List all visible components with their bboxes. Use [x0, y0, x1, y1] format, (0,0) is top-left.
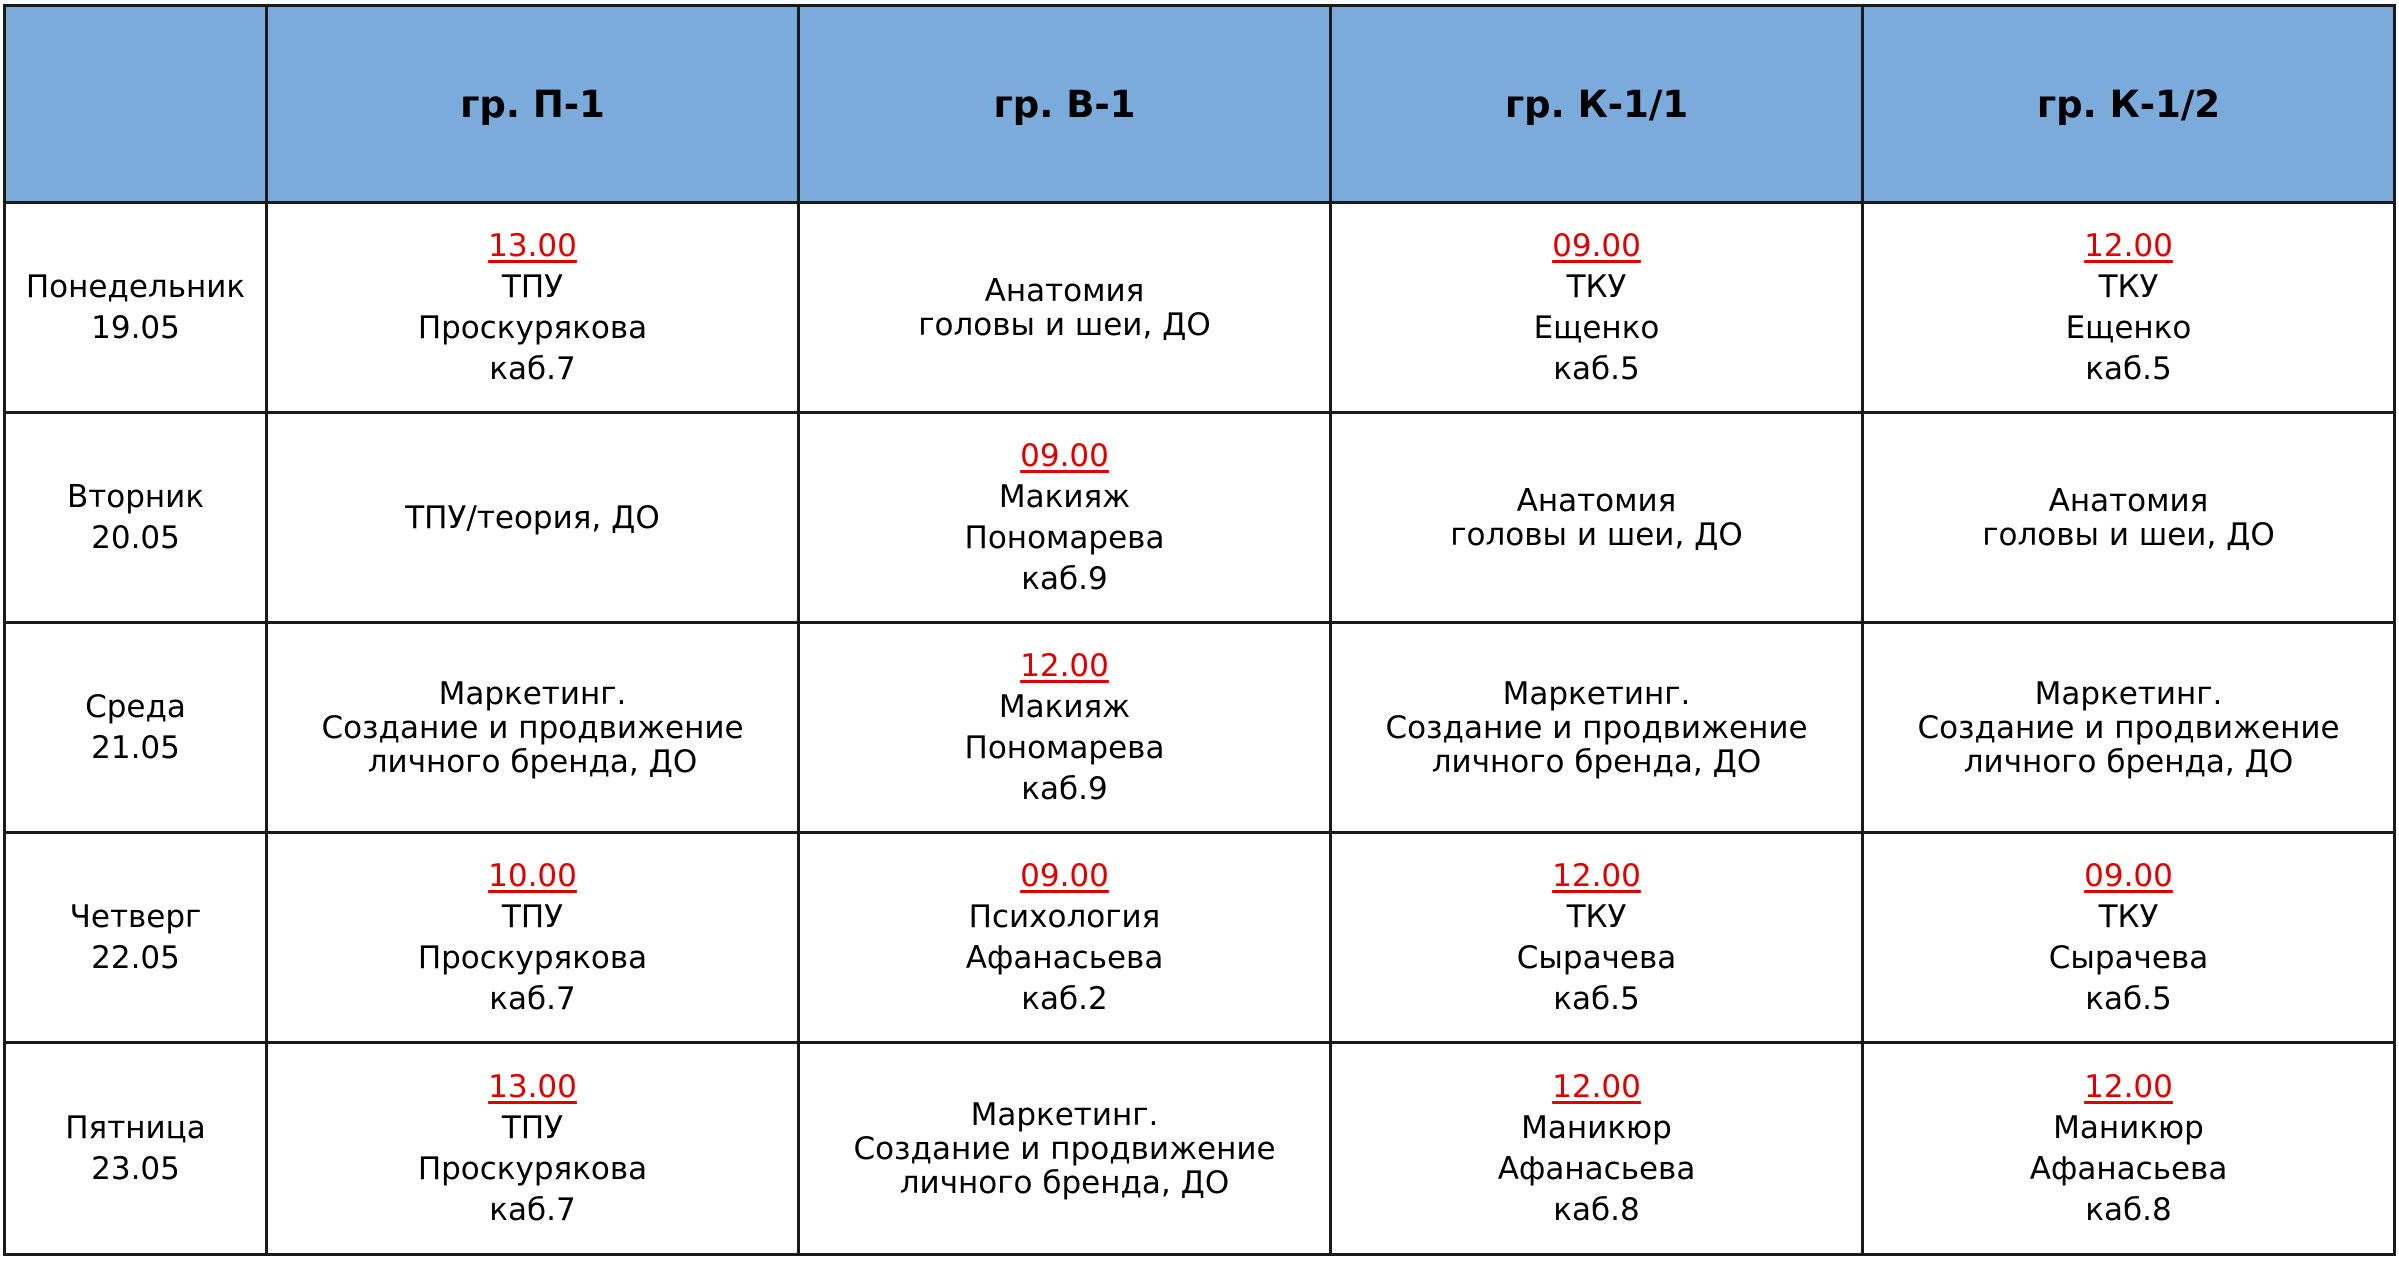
lesson-line: Ещенко — [1533, 309, 1660, 346]
table-row — [5, 413, 2395, 623]
lesson-cell — [1331, 623, 1863, 833]
lesson-cell — [799, 623, 1331, 833]
lesson-line: Сырачева — [2048, 939, 2209, 976]
lesson-line: ТПУ/теория, ДО — [405, 499, 660, 536]
lesson-line: Маникюр — [1521, 1109, 1672, 1146]
lesson-cell — [799, 203, 1331, 413]
lesson-line: Проскурякова — [417, 939, 648, 976]
lesson-line: ТКУ — [1566, 898, 1627, 935]
lesson-time: 09.00 — [1020, 857, 1109, 894]
group-header-v1: гр. В-1 — [799, 6, 1331, 203]
lesson-line: каб.5 — [2085, 980, 2172, 1017]
lesson-line: Создание и продвижение — [1385, 709, 1808, 746]
lesson-cell — [1331, 833, 1863, 1043]
lesson-line: Психология — [968, 898, 1161, 935]
lesson-line: Создание и продвижение — [853, 1130, 1276, 1167]
table-row — [5, 623, 2395, 833]
day-cell — [5, 833, 267, 1043]
lesson-line: Афанасьева — [965, 939, 1164, 976]
lesson-line: каб.9 — [1021, 560, 1108, 597]
lesson-line: ТКУ — [2098, 898, 2159, 935]
day-name: Понедельник — [25, 268, 246, 305]
lesson-time: 13.00 — [488, 227, 577, 264]
group-header-k1-1: гр. К-1/1 — [1331, 6, 1863, 203]
table-row — [5, 1043, 2395, 1255]
lesson-time: 12.00 — [2084, 1068, 2173, 1105]
lesson-line: личного бренда, ДО — [1963, 743, 2294, 780]
lesson-cell — [799, 413, 1331, 623]
day-name: Пятница — [65, 1109, 206, 1146]
lesson-line: ТКУ — [1566, 268, 1627, 305]
lesson-cell — [1863, 413, 2395, 623]
lesson-line: Проскурякова — [417, 1150, 648, 1187]
lesson-cell — [1331, 203, 1863, 413]
table-row — [5, 833, 2395, 1043]
lesson-time: 12.00 — [1552, 857, 1641, 894]
lesson-line: Ещенко — [2065, 309, 2192, 346]
lesson-line: Создание и продвижение — [321, 709, 744, 746]
lesson-line: каб.5 — [1553, 350, 1640, 387]
lesson-line: Пономарева — [964, 519, 1165, 556]
lesson-line: Макияж — [998, 478, 1131, 515]
lesson-line: личного бренда, ДО — [1431, 743, 1762, 780]
lesson-time: 10.00 — [488, 857, 577, 894]
lesson-line: Анатомия — [984, 272, 1145, 309]
lesson-cell — [799, 833, 1331, 1043]
header-corner-cell — [5, 6, 267, 203]
day-date: 20.05 — [91, 519, 180, 556]
day-cell — [5, 1043, 267, 1255]
lesson-line: Афанасьева — [2029, 1150, 2228, 1187]
lesson-time: 09.00 — [1020, 437, 1109, 474]
lesson-line: каб.7 — [489, 350, 576, 387]
schedule-table — [3, 4, 2396, 1256]
lesson-cell — [1863, 203, 2395, 413]
lesson-time: 12.00 — [1020, 647, 1109, 684]
lesson-time: 12.00 — [2084, 227, 2173, 264]
lesson-line: ТПУ — [501, 898, 564, 935]
lesson-time: 12.00 — [1552, 1068, 1641, 1105]
lesson-line: головы и шеи, ДО — [1982, 516, 2275, 553]
day-cell — [5, 203, 267, 413]
lesson-line: каб.8 — [1553, 1191, 1640, 1228]
lesson-time: 09.00 — [1552, 227, 1641, 264]
lesson-cell — [1863, 1043, 2395, 1255]
lesson-line: Анатомия — [2048, 482, 2209, 519]
lesson-cell — [267, 833, 799, 1043]
lesson-line: личного бренда, ДО — [899, 1164, 1230, 1201]
header-row — [5, 6, 2395, 203]
lesson-cell — [1863, 623, 2395, 833]
lesson-time: 09.00 — [2084, 857, 2173, 894]
day-cell — [5, 413, 267, 623]
group-header-p1: гр. П-1 — [267, 6, 799, 203]
lesson-cell — [267, 623, 799, 833]
lesson-line: головы и шеи, ДО — [918, 306, 1211, 343]
lesson-time: 13.00 — [488, 1068, 577, 1105]
day-date: 21.05 — [91, 729, 180, 766]
lesson-line: Анатомия — [1516, 482, 1677, 519]
lesson-cell — [267, 1043, 799, 1255]
lesson-line: Проскурякова — [417, 309, 648, 346]
lesson-line: Пономарева — [964, 729, 1165, 766]
day-name: Среда — [85, 688, 186, 725]
lesson-line: Маркетинг. — [970, 1096, 1159, 1133]
day-name: Четверг — [69, 898, 202, 935]
day-name: Вторник — [66, 478, 205, 515]
schedule-body — [5, 203, 2395, 1255]
day-date: 23.05 — [91, 1150, 180, 1187]
lesson-line: Макияж — [998, 688, 1131, 725]
group-header-k1-2: гр. К-1/2 — [1863, 6, 2395, 203]
lesson-line: Маркетинг. — [438, 675, 627, 712]
lesson-line: Маркетинг. — [1502, 675, 1691, 712]
lesson-cell — [267, 203, 799, 413]
lesson-cell — [1331, 413, 1863, 623]
lesson-line: каб.5 — [2085, 350, 2172, 387]
lesson-line: головы и шеи, ДО — [1450, 516, 1743, 553]
day-cell — [5, 623, 267, 833]
lesson-line: каб.2 — [1021, 980, 1108, 1017]
lesson-line: каб.5 — [1553, 980, 1640, 1017]
table-row — [5, 203, 2395, 413]
lesson-line: ТКУ — [2098, 268, 2159, 305]
lesson-line: каб.9 — [1021, 770, 1108, 807]
lesson-cell — [267, 413, 799, 623]
lesson-cell — [1863, 833, 2395, 1043]
lesson-line: Маркетинг. — [2034, 675, 2223, 712]
lesson-line: каб.8 — [2085, 1191, 2172, 1228]
lesson-line: личного бренда, ДО — [367, 743, 698, 780]
lesson-line: ТПУ — [501, 1109, 564, 1146]
lesson-line: ТПУ — [501, 268, 564, 305]
lesson-line: каб.7 — [489, 980, 576, 1017]
lesson-cell — [1331, 1043, 1863, 1255]
day-date: 19.05 — [91, 309, 180, 346]
lesson-line: каб.7 — [489, 1191, 576, 1228]
lesson-cell — [799, 1043, 1331, 1255]
lesson-line: Маникюр — [2053, 1109, 2204, 1146]
lesson-line: Создание и продвижение — [1917, 709, 2340, 746]
day-date: 22.05 — [91, 939, 180, 976]
lesson-line: Сырачева — [1516, 939, 1677, 976]
lesson-line: Афанасьева — [1497, 1150, 1696, 1187]
